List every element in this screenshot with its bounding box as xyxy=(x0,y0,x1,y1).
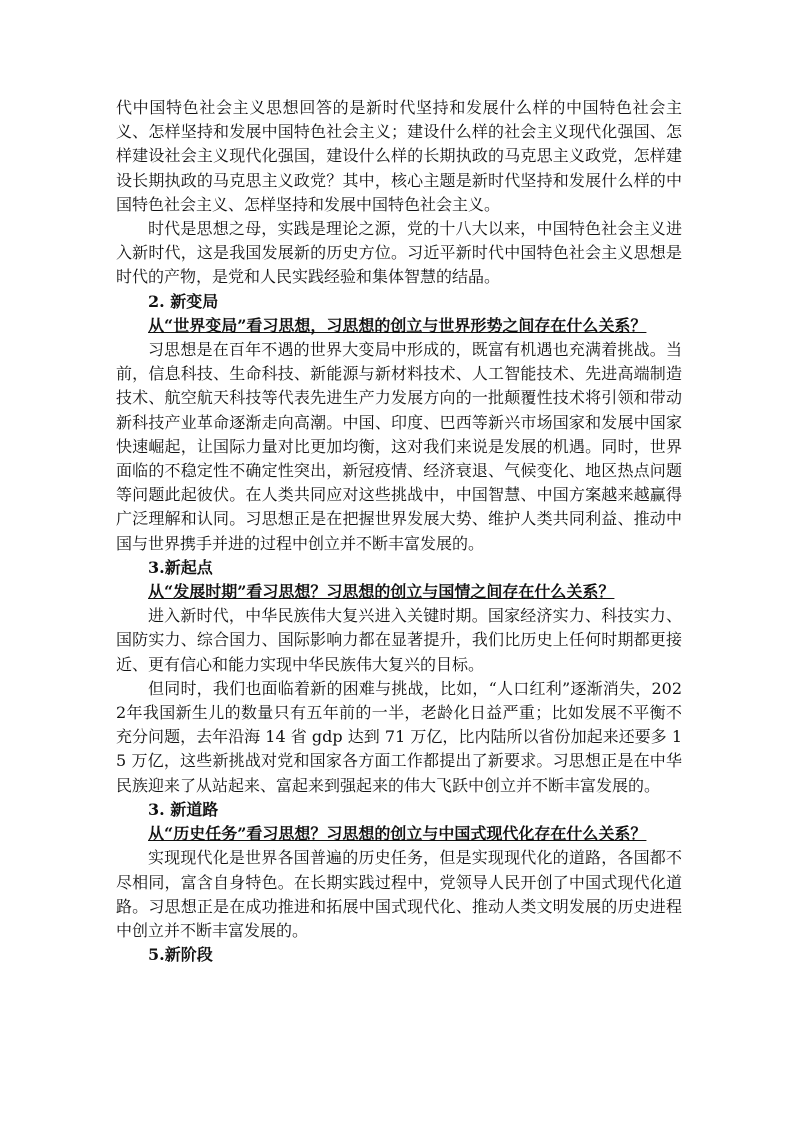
paragraph-new-era: 进入新时代，中华民族伟大复兴进入关键时期。国家经济实力、科技实力、国防实力、综合国力、国际影响力都在显著提升，我们比历史上任何时期都更接近、更有信心和能力实现中华民族伟大复兴的目标。 xyxy=(116,606,682,674)
paragraph-challenges: 但同时，我们也面临着新的困难与挑战，比如，“人口红利”逐渐消失，2022年我国新生儿的数量只有五年前的一半，老龄化日益严重；比如发展不平衡不充分问题，去年沿海 14 省 gdp 达到 71 万亿，比内陆所以省份加起来还要多 15 万亿，这些新挑战对党和国家各方面工作都提出了新要求。习思想正是在中华民族迎来了从站起来、富起来到强起来的伟大飞跃中创立并不断丰富发展的。 xyxy=(116,678,682,795)
section-heading-new-road: 3. 新道路 xyxy=(148,799,219,819)
section-heading-new-stage: 5.新阶段 xyxy=(148,945,213,965)
section-heading-new-starting-point: 3.新起点 xyxy=(148,557,213,577)
document-page xyxy=(116,96,682,967)
section-heading-new-changes: 2. 新变局 xyxy=(148,291,219,311)
section-question-development-period: 从“发展时期”看习思想？习思想的创立与国情之间存在什么关系？ xyxy=(148,582,615,602)
paragraph-era: 时代是思想之母，实践是理论之源，党的十八大以来，中国特色社会主义进入新时代，这是我国发展新的历史方位。习近平新时代中国特色社会主义思想是时代的产物，是党和人民实践经验和集体智慧的结晶。 xyxy=(116,219,682,287)
section-question-historical-task: 从“历史任务”看习思想？习思想的创立与中国式现代化存在什么关系？ xyxy=(148,824,647,844)
paragraph-continued: 代中国特色社会主义思想回答的是新时代坚持和发展什么样的中国特色社会主义、怎样坚持和发展中国特色社会主义；建设什么样的社会主义现代化强国、怎样建设社会主义现代化强国，建设什么样的长期执政的马克思主义政党，怎样建设长期执政的马克思主义政党？其中，核心主题是新时代坚持和发展什么样的中国特色社会主义、怎样坚持和发展中国特色社会主义。 xyxy=(116,98,682,214)
section-question-world-changes: 从“世界变局”看习思想，习思想的创立与世界形势之间存在什么关系？ xyxy=(148,315,647,335)
paragraph-modernization: 实现现代化是世界各国普遍的历史任务，但是实现现代化的道路，各国都不尽相同，富含自身特色。在长期实践过程中，党领导人民开创了中国式现代化道路。习思想正是在成功推进和拓展中国式现代化、推动人类文明发展的历史进程中创立并不断丰富发展的。 xyxy=(116,848,682,940)
paragraph-world-changes: 习思想是在百年不遇的世界大变局中形成的，既富有机遇也充满着挑战。当前，信息科技、生命科技、新能源与新材料技术、人工智能技术、先进高端制造技术、航空航天科技等代表先进生产力发展方向的一批颠覆性技术将引领和带动新科技产业革命逐渐走向高潮。中国、印度、巴西等新兴市场国家和发展中国家快速崛起，让国际力量对比更加均衡，这对我们来说是发展的机遇。同时，世界面临的不稳定性不确定性突出，新冠疫情、经济衰退、气候变化、地区热点问题等问题此起彼伏。在人类共同应对这些挑战中，中国智慧、中国方案越来越赢得广泛理解和认同。习思想正是在把握世界发展大势、维护人类共同利益、推动中国与世界携手并进的过程中创立并不断丰富发展的。 xyxy=(116,340,682,553)
